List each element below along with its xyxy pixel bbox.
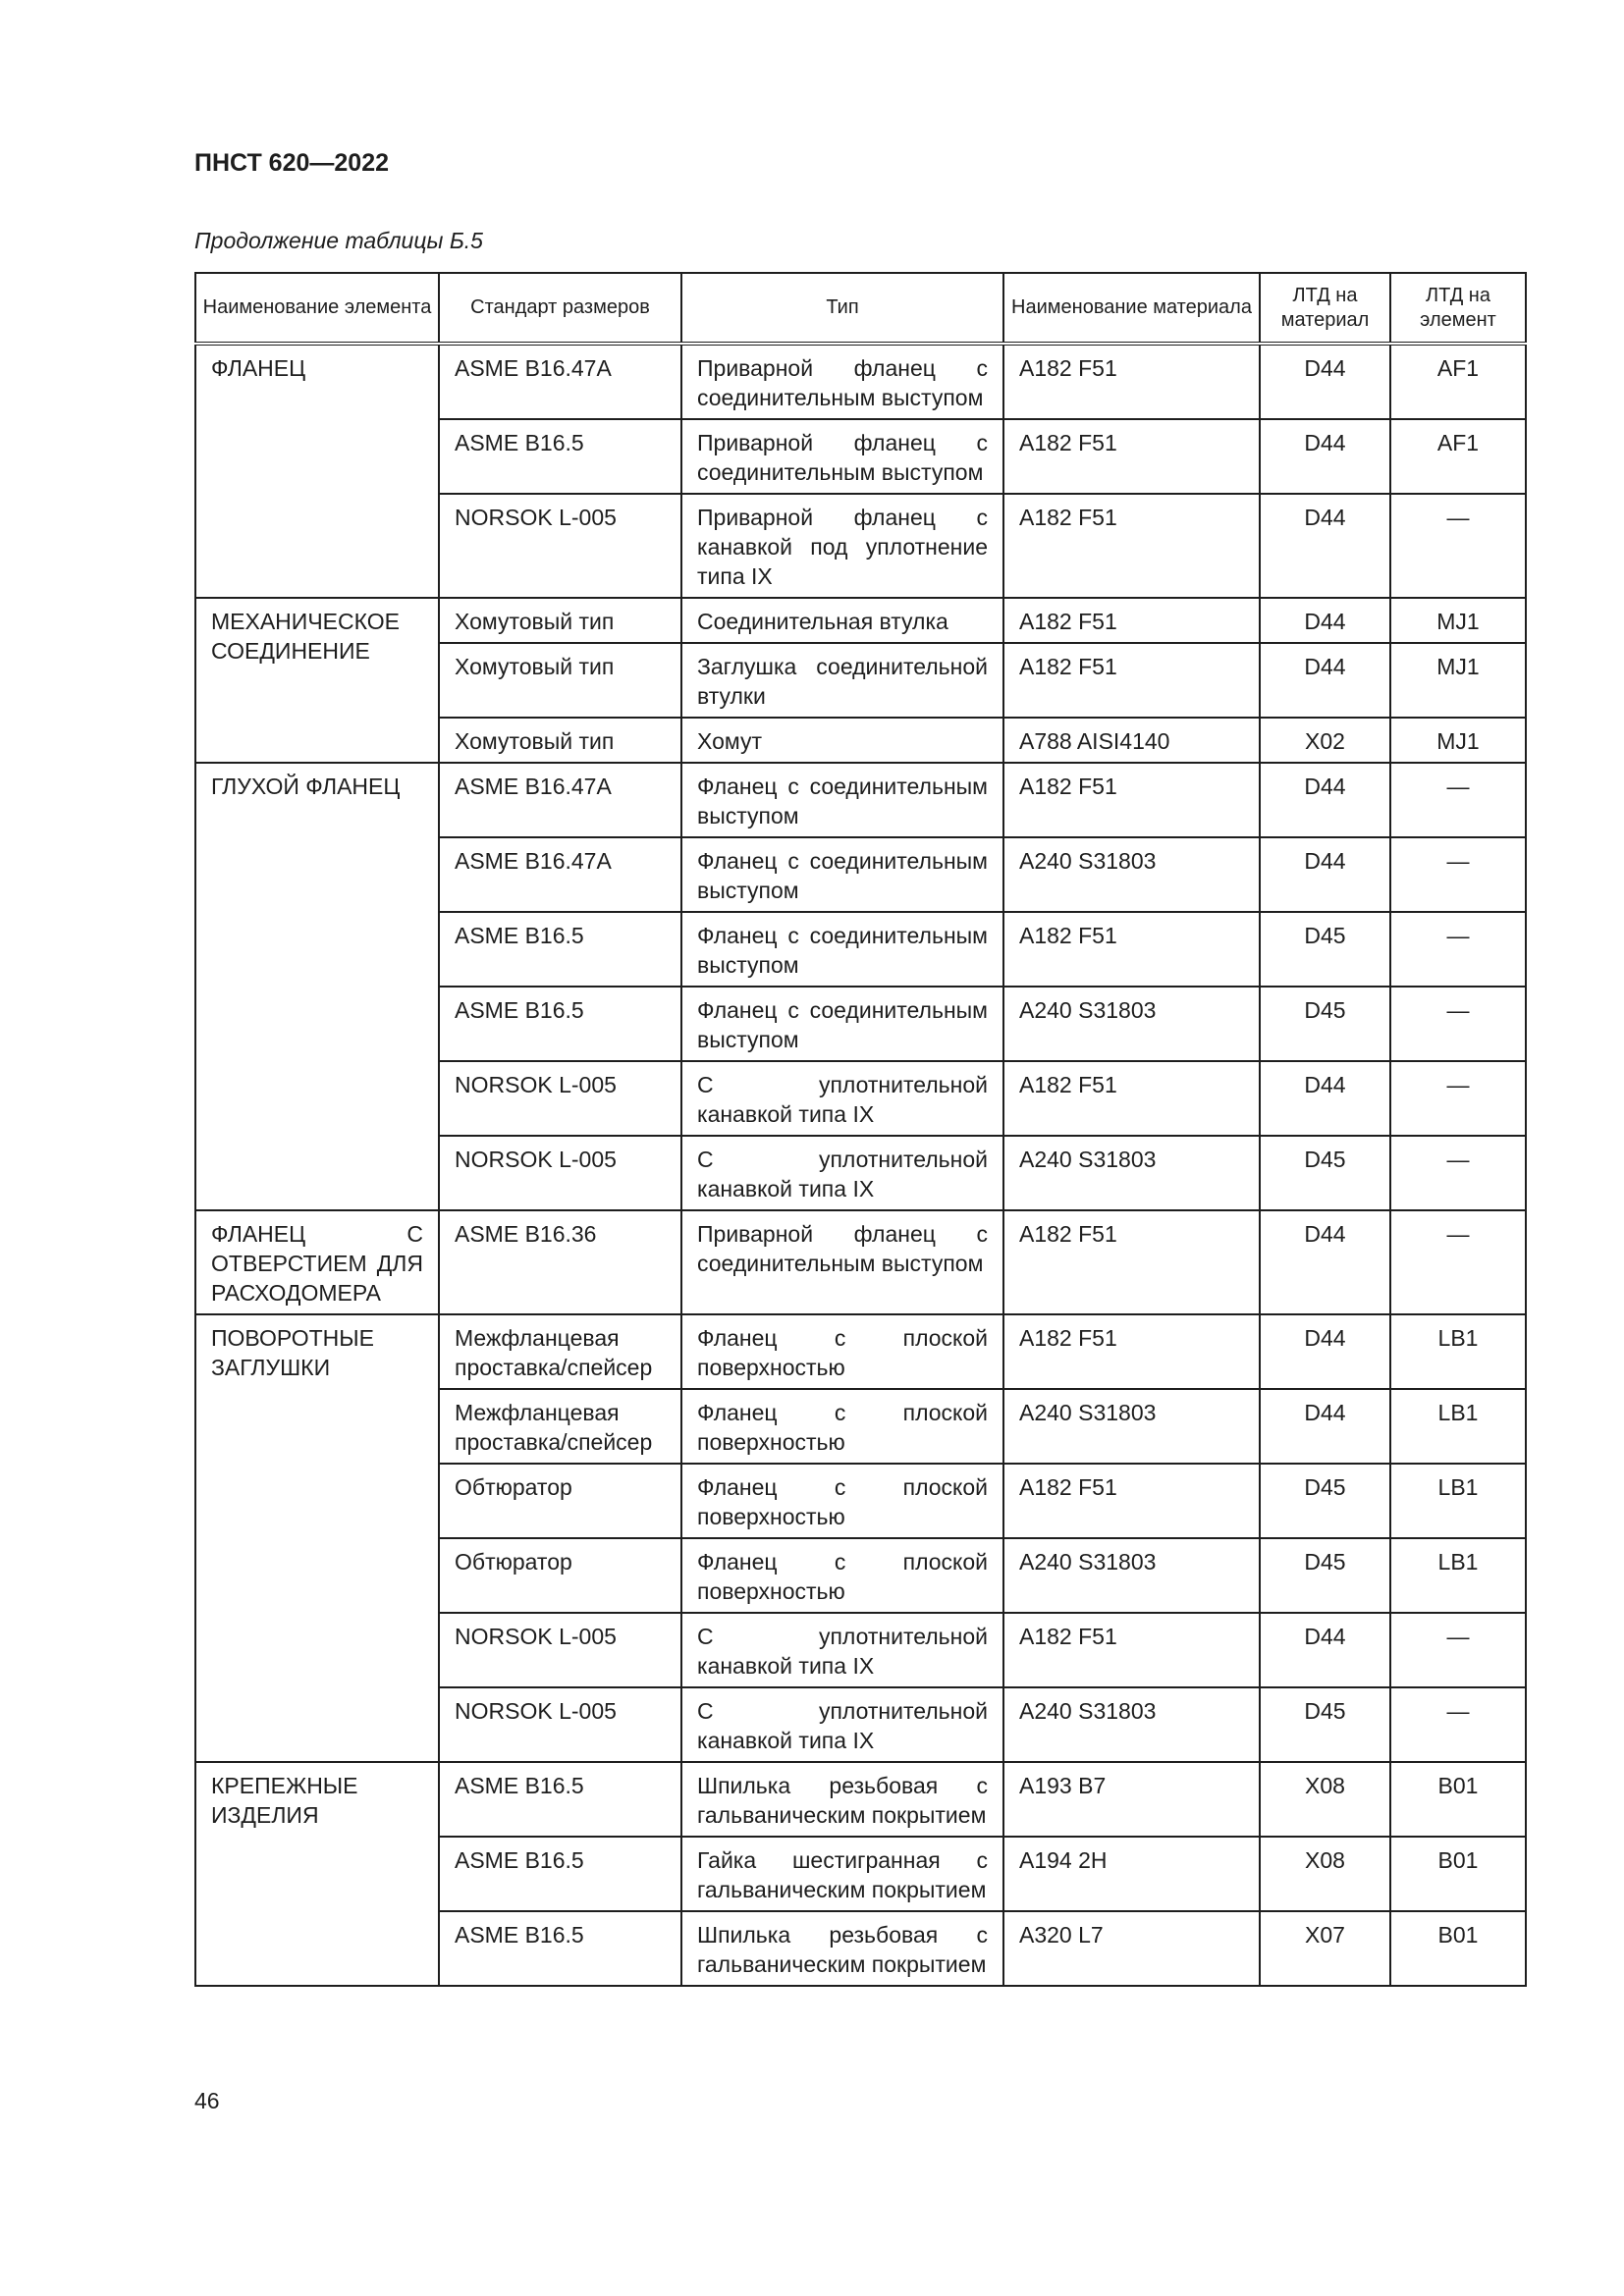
standard-cell: ASME B16.47A — [439, 344, 681, 419]
ltd-material-cell: D45 — [1260, 912, 1390, 987]
table-header-row — [195, 273, 1526, 344]
ltd-element-cell: — — [1390, 837, 1526, 912]
table-row — [195, 598, 1526, 643]
ltd-material-cell: D45 — [1260, 1687, 1390, 1762]
ltd-element-cell: — — [1390, 987, 1526, 1061]
standard-cell: Межфланцевая проставка/спейсер — [439, 1389, 681, 1464]
ltd-element-cell: LB1 — [1390, 1464, 1526, 1538]
ltd-material-cell: X02 — [1260, 718, 1390, 763]
type-cell: Фланец с плоской поверхностью — [681, 1464, 1003, 1538]
ltd-material-cell: D45 — [1260, 987, 1390, 1061]
standard-cell: NORSOK L-005 — [439, 494, 681, 598]
ltd-element-cell: — — [1390, 763, 1526, 837]
ltd-material-cell: D44 — [1260, 1613, 1390, 1687]
ltd-element-cell: — — [1390, 1136, 1526, 1210]
material-cell: A320 L7 — [1003, 1911, 1260, 1986]
type-cell: С уплотнительной канавкой типа IX — [681, 1136, 1003, 1210]
standard-cell: ASME B16.47A — [439, 837, 681, 912]
type-cell: Фланец с соединительным выступом — [681, 987, 1003, 1061]
ltd-material-cell: D45 — [1260, 1538, 1390, 1613]
page-number: 46 — [194, 2088, 220, 2113]
type-cell: С уплотнительной канавкой типа IX — [681, 1687, 1003, 1762]
table-row — [195, 1314, 1526, 1389]
table-row — [195, 763, 1526, 837]
material-cell: A182 F51 — [1003, 344, 1260, 419]
standard-cell: ASME B16.5 — [439, 1837, 681, 1911]
header-ltd-material: ЛТД на материал — [1260, 273, 1390, 344]
header-standard: Стандарт размеров — [439, 273, 681, 344]
header-ltd-element: ЛТД на элемент — [1390, 273, 1526, 344]
type-cell: Приварной фланец с соединительным выступом — [681, 1210, 1003, 1314]
standard-cell: ASME B16.5 — [439, 987, 681, 1061]
element-name-cell: КРЕПЕЖНЫЕ ИЗДЕЛИЯ — [195, 1762, 439, 1986]
ltd-element-cell: — — [1390, 494, 1526, 598]
document-header: ПНСТ 620—2022 — [194, 149, 389, 177]
standard-cell: ASME B16.5 — [439, 912, 681, 987]
ltd-element-cell: LB1 — [1390, 1314, 1526, 1389]
type-cell: Заглушка соединительной втулки — [681, 643, 1003, 718]
material-cell: A240 S31803 — [1003, 1389, 1260, 1464]
ltd-element-cell: — — [1390, 1061, 1526, 1136]
ltd-material-cell: D44 — [1260, 598, 1390, 643]
material-cell: A182 F51 — [1003, 419, 1260, 494]
ltd-material-cell: D44 — [1260, 1314, 1390, 1389]
material-cell: A240 S31803 — [1003, 1136, 1260, 1210]
header-type: Тип — [681, 273, 1003, 344]
type-cell: Фланец с плоской поверхностью — [681, 1389, 1003, 1464]
type-cell: С уплотнительной канавкой типа IX — [681, 1061, 1003, 1136]
standard-cell: Хомутовый тип — [439, 718, 681, 763]
type-cell: Хомут — [681, 718, 1003, 763]
ltd-element-cell: — — [1390, 1613, 1526, 1687]
standard-cell: NORSOK L-005 — [439, 1061, 681, 1136]
header-material: Наименование материала — [1003, 273, 1260, 344]
standard-cell: Хомутовый тип — [439, 643, 681, 718]
material-cell: A182 F51 — [1003, 643, 1260, 718]
table-caption: Продолжение таблицы Б.5 — [194, 228, 483, 253]
type-cell: Приварной фланец с соединительным выступом — [681, 419, 1003, 494]
ltd-element-cell: — — [1390, 1687, 1526, 1762]
ltd-element-cell: B01 — [1390, 1911, 1526, 1986]
ltd-element-cell: AF1 — [1390, 344, 1526, 419]
table-body — [195, 344, 1526, 1986]
element-name-cell: ФЛАНЕЦ С ОТВЕРСТИЕМ ДЛЯ РАСХОДОМЕРА — [195, 1210, 439, 1314]
standard-cell: ASME B16.5 — [439, 1911, 681, 1986]
type-cell: Фланец с соединительным выступом — [681, 912, 1003, 987]
material-cell: A182 F51 — [1003, 1210, 1260, 1314]
material-cell: A194 2H — [1003, 1837, 1260, 1911]
ltd-material-cell: X08 — [1260, 1762, 1390, 1837]
type-cell: Шпилька резьбовая с гальваническим покрытием — [681, 1911, 1003, 1986]
material-cell: A182 F51 — [1003, 912, 1260, 987]
standard-cell: NORSOK L-005 — [439, 1136, 681, 1210]
ltd-material-cell: D44 — [1260, 837, 1390, 912]
ltd-element-cell: MJ1 — [1390, 643, 1526, 718]
type-cell: Фланец с соединительным выступом — [681, 837, 1003, 912]
material-cell: A240 S31803 — [1003, 1687, 1260, 1762]
ltd-material-cell: D44 — [1260, 494, 1390, 598]
table-row — [195, 1762, 1526, 1837]
ltd-element-cell: — — [1390, 1210, 1526, 1314]
type-cell: Приварной фланец с соединительным выступом — [681, 344, 1003, 419]
standard-cell: ASME B16.36 — [439, 1210, 681, 1314]
ltd-element-cell: LB1 — [1390, 1538, 1526, 1613]
element-name-cell: ПОВОРОТНЫЕ ЗАГЛУШКИ — [195, 1314, 439, 1762]
type-cell: Гайка шестигранная с гальваническим покрытием — [681, 1837, 1003, 1911]
material-cell: A240 S31803 — [1003, 1538, 1260, 1613]
standard-cell: ASME B16.5 — [439, 1762, 681, 1837]
type-cell: Фланец с соединительным выступом — [681, 763, 1003, 837]
ltd-element-cell: LB1 — [1390, 1389, 1526, 1464]
ltd-material-cell: D44 — [1260, 643, 1390, 718]
ltd-material-cell: D45 — [1260, 1464, 1390, 1538]
type-cell: Фланец с плоской поверхностью — [681, 1314, 1003, 1389]
ltd-material-cell: D44 — [1260, 344, 1390, 419]
standard-cell: ASME B16.5 — [439, 419, 681, 494]
material-cell: A182 F51 — [1003, 763, 1260, 837]
material-cell: A182 F51 — [1003, 1464, 1260, 1538]
ltd-element-cell: B01 — [1390, 1762, 1526, 1837]
material-cell: A182 F51 — [1003, 1613, 1260, 1687]
material-cell: A182 F51 — [1003, 598, 1260, 643]
material-cell: A193 B7 — [1003, 1762, 1260, 1837]
material-cell: A182 F51 — [1003, 1314, 1260, 1389]
element-name-cell: МЕХАНИЧЕСКОЕ СОЕДИНЕНИЕ — [195, 598, 439, 763]
material-cell: A240 S31803 — [1003, 837, 1260, 912]
type-cell: С уплотнительной канавкой типа IX — [681, 1613, 1003, 1687]
material-cell: A182 F51 — [1003, 494, 1260, 598]
standard-cell: ASME B16.47A — [439, 763, 681, 837]
standard-cell: Обтюратор — [439, 1464, 681, 1538]
element-name-cell: ФЛАНЕЦ — [195, 344, 439, 598]
standard-cell: Хомутовый тип — [439, 598, 681, 643]
ltd-element-cell: MJ1 — [1390, 598, 1526, 643]
ltd-material-cell: D44 — [1260, 1389, 1390, 1464]
ltd-element-cell: — — [1390, 912, 1526, 987]
ltd-element-cell: AF1 — [1390, 419, 1526, 494]
ltd-element-cell: B01 — [1390, 1837, 1526, 1911]
standard-cell: NORSOK L-005 — [439, 1687, 681, 1762]
type-cell: Соединительная втулка — [681, 598, 1003, 643]
ltd-material-cell: X08 — [1260, 1837, 1390, 1911]
material-cell: A240 S31803 — [1003, 987, 1260, 1061]
spec-table — [194, 272, 1527, 1987]
standard-cell: Обтюратор — [439, 1538, 681, 1613]
element-name-cell: ГЛУХОЙ ФЛАНЕЦ — [195, 763, 439, 1210]
type-cell: Фланец с плоской поверхностью — [681, 1538, 1003, 1613]
ltd-element-cell: MJ1 — [1390, 718, 1526, 763]
table-row — [195, 344, 1526, 419]
standard-cell: Межфланцевая проставка/спейсер — [439, 1314, 681, 1389]
material-cell: A788 AISI4140 — [1003, 718, 1260, 763]
standard-cell: NORSOK L-005 — [439, 1613, 681, 1687]
ltd-material-cell: D45 — [1260, 1136, 1390, 1210]
type-cell: Приварной фланец с канавкой под уплотнение типа IX — [681, 494, 1003, 598]
ltd-material-cell: D44 — [1260, 763, 1390, 837]
ltd-material-cell: D44 — [1260, 419, 1390, 494]
header-element: Наименование элемента — [195, 273, 439, 344]
type-cell: Шпилька резьбовая с гальваническим покрытием — [681, 1762, 1003, 1837]
table-row — [195, 1210, 1526, 1314]
ltd-material-cell: X07 — [1260, 1911, 1390, 1986]
ltd-material-cell: D44 — [1260, 1061, 1390, 1136]
material-cell: A182 F51 — [1003, 1061, 1260, 1136]
ltd-material-cell: D44 — [1260, 1210, 1390, 1314]
